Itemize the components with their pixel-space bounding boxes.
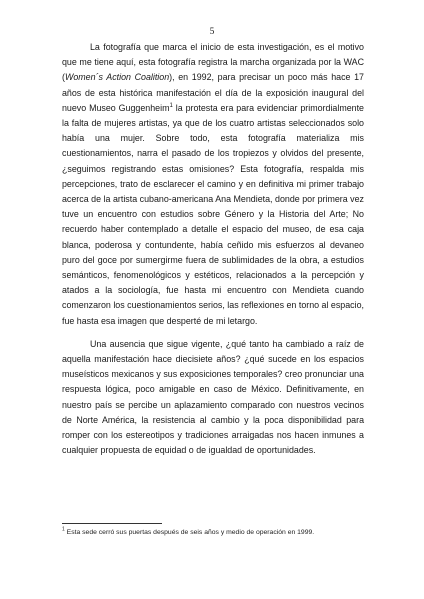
- footnote-marker: 1: [62, 526, 65, 533]
- footnote-reference[interactable]: 1: [169, 102, 173, 109]
- paragraph-1-text-a: La fotografía que marca el inicio de esta investigación, es el motivo que me tiene aquí, esta fotografía registra la marcha organizada por la WAC (: [62, 42, 364, 83]
- page-number: 5: [209, 27, 215, 37]
- footnote-separator: [62, 523, 162, 524]
- paragraph-1: [62, 40, 364, 329]
- paragraph-2: Una ausencia que sigue vigente, ¿qué tanto ha cambiado a raíz de aquella manifestación hace diecisiete años? ¿qué sucede en los espacios museísticos mexicanos y sus exposiciones temporales? creo pronunciar una respuesta lógica, poco amigable en caso de México. Definitivamente, en nuestro país se percibe un aplazamiento comparado con nuestros vecinos de Norte América, la resistencia al cambio y la poca disponibilidad para romper con los estereotipos y tradiciones arraigadas nos hacen inmunes a cualquier propuesta de equidad o de igualdad de oportunidades.: [62, 338, 364, 456]
- paragraph-1-text-c: la protesta era para evidenciar primordialmente la falta de mujeres artistas, ya que de los cuatro artistas seleccionados solo había una mujer. Sobre todo, esta fotografía materializa mis cuestionamientos, narra el pasado de los tropiezos y olvidos del presente, ¿seguimos registrando estas omisiones? Esta fotografía, respalda mis percepciones, trato de esclarecer el camino y en definitiva mi primer trabajo acerca de la artista cubano-americana Ana Mendieta, donde por primera vez tuve un encuentro con estudios sobre Género y la Historia del Arte; No recuerdo haber contemplado a detalle el espacio del museo, de esa caja blanca, poderosa y contundente, había ceñido mis esfuerzos al devaneo puro del goce por sumergirme fuera de sublimidades de la obra, a estudios semánticos, fenomenológicos y estéticos, relacionados a la percepción y atados a la sociología, fue hasta mi encuentro con Mendieta cuando comenzaron los cuestionamientos serios, las reflexiones en torno al espacio, fue hasta esa imagen que desperté de mi letargo.: [62, 102, 364, 326]
- organization-name: Women´s Action Coalition: [64, 72, 170, 83]
- footnote: [62, 528, 392, 537]
- footnote-text: Esta sede cerró sus puertas después de seis años y medio de operación en 1999.: [64, 529, 315, 536]
- paragraph-1-text-b: ), en 1992, para precisar un poco más hace 17 años de esta histórica manifestación el día de la exposición inaugural del nuevo Museo Guggenheim: [62, 72, 364, 113]
- body-text: [62, 40, 364, 466]
